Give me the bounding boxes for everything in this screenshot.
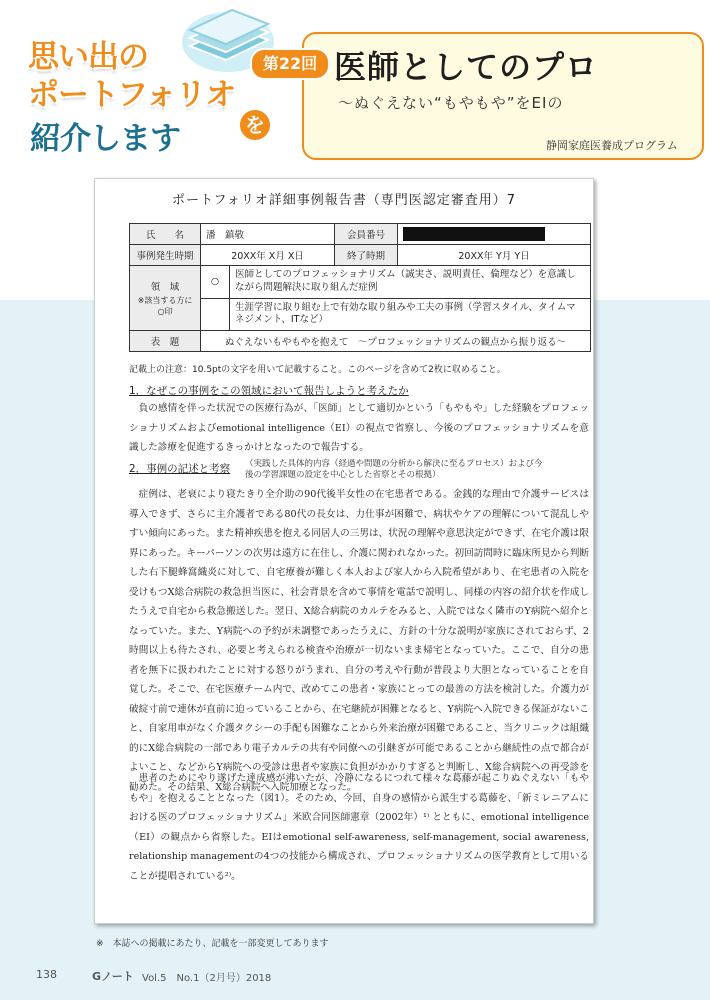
magazine-volume: Vol.5 No.1（2月号）2018	[142, 973, 272, 984]
domain-label-cell	[130, 266, 201, 331]
domain-option-2: 生涯学習に取り組む上で有効な取り組みや工夫の事例（学習スタイル、タイムマネジメント、ITなど）	[230, 298, 591, 331]
table-row	[130, 224, 591, 245]
case-date-value: 20XX年 X月 X日	[201, 245, 335, 266]
logo-line-1: 思い出の	[28, 39, 148, 75]
table-row	[130, 331, 591, 352]
logo-particle: を	[238, 108, 272, 142]
footnote: ※ 本誌への掲載にあたり、記載を一部変更してあります	[96, 939, 329, 949]
section-2-subheading: （実践した具体的内容（経過や問題の分析から解決に至るプロセス）および今後の学習課題の設定を中心とした省察とその根拠）	[245, 459, 543, 481]
article-subtitle: 〜ぬぐえない“もやもや”をEIの	[338, 94, 564, 112]
subject-label: 表 題	[130, 331, 201, 352]
name-label: 氏 名	[130, 224, 201, 245]
table-row	[130, 266, 591, 299]
domain-mark: ○	[201, 266, 230, 299]
subject-value: ぬぐえないもやもやを抱えて 〜プロフェッショナリズムの観点から振り返る〜	[201, 331, 591, 352]
domain-option-1: 医師としてのプロフェッショナリズム（誠実さ、説明責任、倫理など）を意識しながら問題解決に取り組んだ症例	[230, 266, 591, 299]
domain-note: ※該当する方に○印	[137, 296, 193, 317]
section-2-body-1: 症例は、老衰により寝たきり全介助の90代後半女性の在宅患者である。金銭的な理由で介護サービスは導入できず、さらに主介護者である80代の長女は、力仕事が困難で、病状やケアの理解について混乱しやすい傾向にあった。また精神疾患を抱える同居人の三男は、状況の理解や意思決定ができず、在宅介護は限界にあった。キーパーソンの次男は遠方に在住し、介護に関われなかった。初回訪問時に臨床所見から判断した右下腿蜂窩織炎に対して、自宅療養が難しく本人および家人から入院希望があり、在宅患者の入院を受けもつX総合病院の救急担当医に、社会背景を含めて事情を電話で説明し、同様の内容の紹介状を作成したうえで自宅から救急搬送した。翌日、X総合病院のカルテをみると、入院ではなく隣市のY病院へ紹介となっていた。また、Y病院への予約が未調整であったうえに、方針の十分な説明が家族にされておらず、2時間以上も待たされ、必要と考えられる検査や治療が一切ないまま帰宅となっていた。ここで、自分の患者を無下に扱われたことに対する怒りがうまれ、自分の考えや行動が普段より大胆となっていることを自覚した。そこで、在宅医療チーム内で、改めてこの患者・家族にとっての最善の方法を検討した。介護力が破綻寸前で連休が直前に迫っていることから、在宅継続が困難となると、Y病院へ入院できる保証がないこと、自家用車がなく介護タクシーの手配も困難なことから外来治療が困難であること、当クリニックは組織的にX総合病院の一部であり電子カルテの共有や同僚への引継ぎが可能であることから継続性の点で都合がよいこと、などからY病院への受診は患者や家族に負担がかかりすぎると判断し、X総合病院への再受診を勧めた。その結果、X総合病院へ入院加療となった。	[129, 489, 589, 793]
member-number-value	[398, 224, 591, 245]
writing-note: 記載上の注意：10.5ptの文字を用いて記載すること。このページを含めて2枚に収めること。	[129, 365, 506, 375]
table-row	[130, 245, 591, 266]
name-value: 潘 鎮敬	[201, 224, 335, 245]
magazine-name: Gノート	[92, 970, 134, 983]
domain-label: 領 域	[150, 282, 180, 294]
page-number: 138	[36, 968, 57, 981]
portfolio-sheet	[94, 178, 594, 924]
report-form-table	[129, 223, 591, 352]
case-date-label: 事例発生時期	[130, 245, 201, 266]
logo-line-3: 紹介します	[30, 121, 180, 157]
sheet-title: ポートフォリオ詳細事例報告書（専門医認定審査用）7	[171, 193, 517, 208]
end-date-label: 終了時期	[335, 245, 398, 266]
section-1-body: 負の感情を伴った状況での医療行為が、「医師」として適切かという「もやもや」した経験をプロフェッショナリズムおよびemotional intelligence（EI）の視点で省察し、今後のプロフェッショナリズムを意識した診療を促進するきっかけとなったので報告する。	[129, 403, 589, 453]
episode-badge: 第22回	[250, 48, 330, 80]
section-2-heading: 2．事例の記述と考察	[129, 463, 231, 475]
logo-line-2: ポートフォリオ	[28, 77, 236, 113]
domain-mark-empty	[201, 298, 230, 331]
author-organization: 静岡家庭医養成プログラム	[546, 139, 678, 152]
member-number-label: 会員番号	[335, 224, 398, 245]
end-date-value: 20XX年 Y月 Y日	[398, 245, 591, 266]
redaction-bar	[403, 227, 545, 241]
section-2-body-2: 患者のためにやり遂げた達成感が沸いたが、冷静になるにつれて様々な葛藤が起こりぬぐえない「もやもや」を抱えることとなった（図1）。そのため、今回、自身の感情から派生する葛藤を、「新ミレニアムにおける医のプロフェッショナリズム」米欧合同医師憲章（2002年）¹⁾ とともに、emotional intelligence（EI）の観点から省察した。EIはemotional self-awareness, self-management, social awareness, relationship managementの4つの技能から構成され、プロフェッショナリズムの医学教育として用いることが提唱されている²⁾。	[129, 773, 589, 882]
article-title: 医師としてのプロ	[334, 48, 599, 86]
section-1-heading: 1．なぜこの事例をこの領域において報告しようと考えたか	[129, 385, 409, 397]
